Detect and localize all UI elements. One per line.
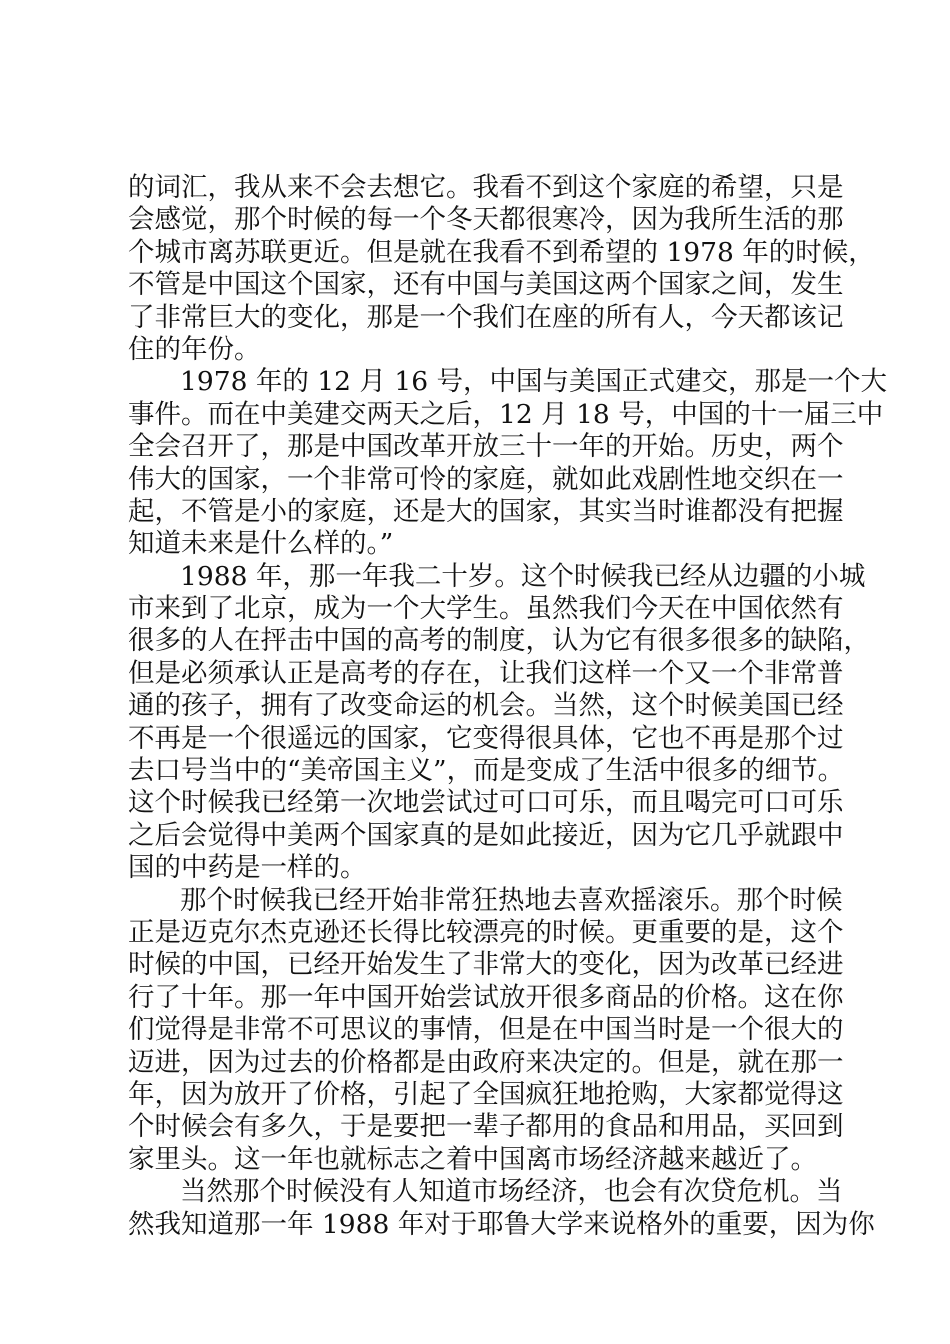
paragraph — [128, 366, 887, 560]
text-line: 这个时候我已经第一次地尝试过可口可乐，而且喝完可口可乐 — [128, 787, 844, 819]
text-line: 不再是一个很遥远的国家，它变得很具体，它也不再是那个过 — [128, 722, 844, 754]
text-line: 时候的中国，已经开始发生了非常大的变化，因为改革已经进 — [128, 949, 844, 981]
text-line: 当然那个时候没有人知道市场经济，也会有次贷危机。当 — [180, 1176, 843, 1208]
document-body — [128, 172, 887, 1241]
text-line: 年，因为放开了价格，引起了全国疯狂地抢购，大家都觉得这 — [128, 1078, 844, 1110]
text-line: 然我知道那一年 1988 年对于耶鲁大学来说格外的重要，因为你 — [128, 1208, 875, 1240]
text-line: 个时候会有多久，于是要把一辈子都用的食品和用品，买回到 — [128, 1111, 844, 1143]
text-line: 家里头。这一年也就标志之着中国离市场经济越来越近了。 — [128, 1143, 817, 1175]
paragraph — [128, 560, 870, 885]
text-line: 很多的人在抨击中国的高考的制度，认为它有很多很多的缺陷， — [128, 625, 870, 657]
text-line: 国的中药是一样的。 — [128, 852, 367, 884]
paragraph — [128, 172, 875, 366]
text-line: 之后会觉得中美两个国家真的是如此接近，因为它几乎就跟中 — [128, 819, 844, 851]
text-line: 们觉得是非常不可思议的事情，但是在中国当时是一个很大的 — [128, 1014, 844, 1046]
paragraph — [128, 1176, 875, 1241]
text-line: 的词汇，我从来不会去想它。我看不到这个家庭的希望，只是 — [128, 172, 844, 203]
text-line: 了非常巨大的变化，那是一个我们在座的所有人，今天都该记 — [128, 301, 844, 333]
text-line: 迈进，因为过去的价格都是由政府来决定的。但是，就在那一 — [128, 1046, 844, 1078]
text-line: 伟大的国家，一个非常可怜的家庭，就如此戏剧性地交织在一 — [128, 463, 844, 495]
text-line: 不管是中国这个国家，还有中国与美国这两个国家之间，发生 — [128, 269, 844, 301]
text-line: 去口号当中的“美帝国主义”，而是变成了生活中很多的细节。 — [128, 755, 845, 787]
text-line: 1988 年，那一年我二十岁。这个时候我已经从边疆的小城 — [180, 560, 866, 592]
text-line: 市来到了北京，成为一个大学生。虽然我们今天在中国依然有 — [128, 593, 844, 625]
text-line: 起，不管是小的家庭，还是大的国家，其实当时谁都没有把握 — [128, 495, 844, 527]
text-line: 正是迈克尔杰克逊还长得比较漂亮的时候。更重要的是，这个 — [128, 916, 844, 948]
text-line: 住的年份。 — [128, 333, 261, 365]
text-line: 1978 年的 12 月 16 号，中国与美国正式建交，那是一个大 — [180, 366, 887, 398]
text-line: 事件。而在中美建交两天之后，12 月 18 号，中国的十一届三中 — [128, 398, 884, 430]
text-line: 会感觉，那个时候的每一个冬天都很寒冷，因为我所生活的那 — [128, 204, 844, 236]
paragraph — [128, 884, 844, 1177]
text-line: 但是必须承认正是高考的存在，让我们这样一个又一个非常普 — [128, 657, 844, 689]
text-line: 全会召开了，那是中国改革开放三十一年的开始。历史，两个 — [128, 431, 844, 463]
text-line: 个城市离苏联更近。但是就在我看不到希望的 1978 年的时候， — [128, 236, 875, 268]
text-line: 那个时候我已经开始非常狂热地去喜欢摇滚乐。那个时候 — [180, 884, 843, 916]
text-line: 通的孩子，拥有了改变命运的机会。当然，这个时候美国已经 — [128, 690, 844, 722]
text-line: 知道未来是什么样的。” — [128, 528, 394, 560]
text-line: 行了十年。那一年中国开始尝试放开很多商品的价格。这在你 — [128, 981, 844, 1013]
